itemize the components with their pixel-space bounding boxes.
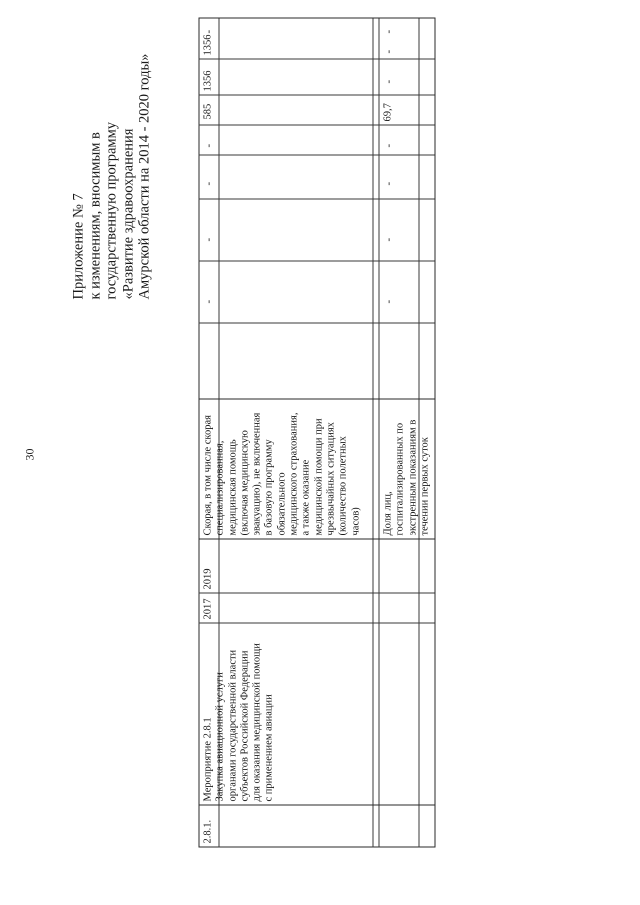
appendix-line: государственную программу <box>103 121 119 299</box>
measure-line: Закупка авиационной услуги <box>214 671 226 801</box>
indicator-line: эвакуацию), не включенная <box>251 412 263 535</box>
indicator-value: 585 <box>202 103 213 119</box>
measure-line: для оказания медицинской помощи <box>251 642 263 801</box>
page-number: 30 <box>22 448 36 460</box>
indicator-line: в базовую программу <box>263 438 275 535</box>
indicator-line: (включая медицинскую <box>238 429 250 535</box>
indicator-line: чрезвычайных ситуациях <box>324 421 336 535</box>
column-divider <box>198 58 434 59</box>
row-divider <box>378 18 379 847</box>
indicator-line: часов) <box>349 506 361 535</box>
indicator-line: госпитализированных по <box>394 422 406 535</box>
indicator-value: - <box>382 299 394 303</box>
measure-line: органами государственной власти <box>226 649 238 801</box>
indicator-value: - <box>202 181 214 185</box>
indicator-value: - <box>202 237 214 241</box>
row-number: 2.8.1. <box>202 819 213 843</box>
indicator-value: - <box>382 49 394 53</box>
row-divider <box>372 18 373 847</box>
indicator-value: - <box>382 29 394 33</box>
column-divider <box>198 622 434 623</box>
indicator-value: - <box>382 79 394 83</box>
appendix-line: Амурской области на 2014 - 2020 годы» <box>136 53 152 299</box>
appendix-header <box>70 0 153 299</box>
indicator-name <box>202 412 362 535</box>
year-end: 2019 <box>202 568 213 589</box>
measure-description <box>202 643 276 801</box>
indicator-line: медицинского страхования, <box>288 412 300 535</box>
indicator-line: Скорая, в том числе скорая <box>202 414 213 535</box>
appendix-line: к изменениям, вносимым в <box>86 131 103 299</box>
indicator-line: экстренным показаниям в <box>406 419 418 535</box>
indicator-line: (количество полетных <box>337 435 349 535</box>
indicator-line: обязательного <box>275 471 287 535</box>
column-divider <box>198 538 434 539</box>
column-divider <box>198 592 434 593</box>
indicator-line: Доля лиц, <box>382 490 393 535</box>
measure-line: субъектов Российской Федерации <box>238 649 250 801</box>
column-divider <box>198 154 434 155</box>
indicator-name <box>382 419 431 535</box>
indicator-value: - <box>202 143 214 147</box>
indicator-line: специализированная, <box>214 440 226 535</box>
column-divider <box>198 94 434 95</box>
indicator-value: 1356 <box>202 70 213 91</box>
indicator-value: - <box>382 237 394 241</box>
indicator-line: а также оказание <box>300 459 312 535</box>
column-divider <box>198 198 434 199</box>
column-divider <box>198 322 434 323</box>
appendix-line: Приложение № 7 <box>70 192 86 299</box>
measure-line: Мероприятие 2.8.1 <box>202 716 213 801</box>
indicator-line: медицинская помощь <box>226 438 238 535</box>
indicator-value: 1356 <box>202 34 213 55</box>
measure-line: с применением авиации <box>263 693 275 801</box>
indicator-value: 69,7 <box>382 102 393 121</box>
year-start: 2017 <box>202 598 213 619</box>
column-divider <box>198 260 434 261</box>
column-divider <box>198 124 434 125</box>
indicator-value: - <box>382 143 394 147</box>
column-divider <box>198 804 434 805</box>
indicator-value: - <box>382 181 394 185</box>
column-divider <box>198 398 434 399</box>
indicator-line: медицинской помощи при <box>312 417 324 535</box>
indicator-value: - <box>202 299 214 303</box>
indicator-line: течении первых суток <box>418 436 430 535</box>
indicator-value: - <box>202 29 214 33</box>
appendix-line: «Развитие здравоохранения <box>119 128 136 299</box>
